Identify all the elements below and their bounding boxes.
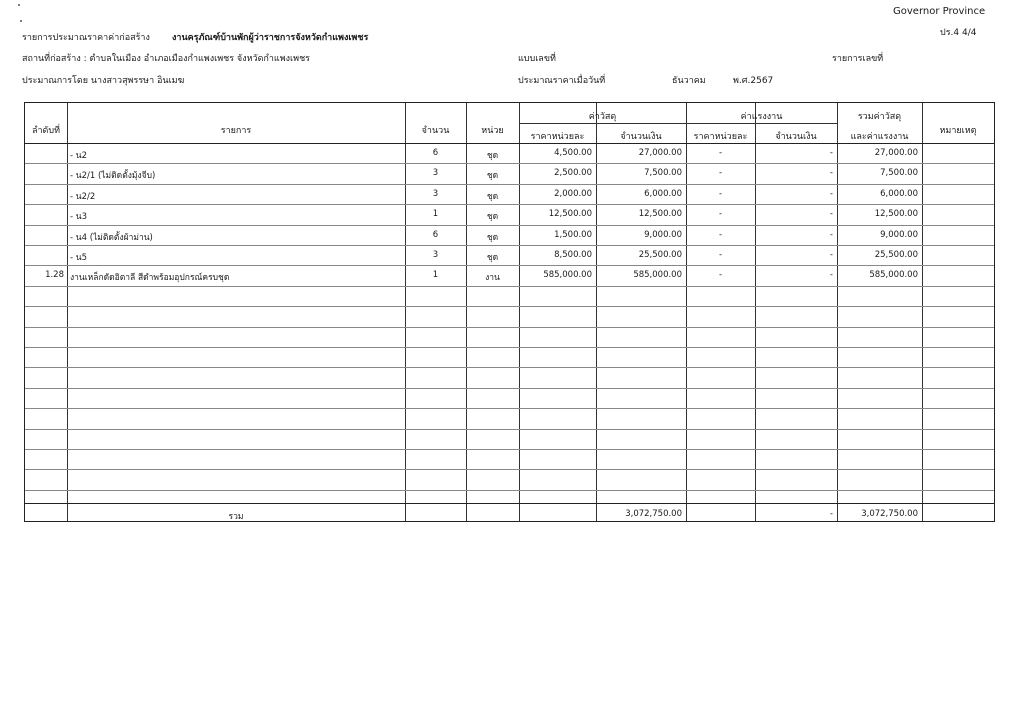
cell-unit: ชุด [486, 191, 499, 202]
cell-lab-amount: - [829, 229, 833, 240]
cell-mat-amount: 6,000.00 [644, 188, 682, 199]
cell-total: 27,000.00 [874, 148, 918, 158]
total-label: รวม [228, 512, 244, 522]
cell-qty: 6 [432, 229, 439, 240]
col-divider [67, 103, 68, 521]
estimate-month: ธันวาคม [672, 76, 706, 86]
col-divider [686, 103, 687, 521]
row-line [25, 245, 994, 246]
cell-mat-amount: 12,500.00 [638, 209, 682, 220]
col-divider [922, 103, 923, 521]
cell-lab-amount: - [829, 148, 833, 158]
header-remark: หมายเหตุ [939, 126, 977, 136]
header-unit: หน่วย [481, 126, 504, 136]
cell-lab-amount: - [829, 270, 833, 281]
province-label: Governor Province [893, 6, 986, 17]
cell-mat-amount: 27,000.00 [638, 148, 682, 158]
estimate-year: พ.ศ.2567 [733, 76, 774, 86]
cell-qty: 3 [432, 188, 439, 199]
cell-total: 12,500.00 [874, 209, 918, 220]
row-line [25, 388, 994, 389]
header-qty: จำนวน [421, 126, 450, 136]
cell-mat-price: 1,500.00 [554, 229, 592, 240]
cell-mat-amount: 7,500.00 [644, 168, 682, 179]
cell-mat-amount: 585,000.00 [633, 270, 682, 281]
cell-qty: 3 [432, 168, 439, 179]
item-number-label: รายการเลขที่ [832, 54, 884, 64]
cell-unit: ชุด [486, 232, 499, 243]
header-labor: ค่าแรงงาน [740, 112, 783, 122]
row-line [25, 184, 994, 185]
cell-item: - น2 [70, 151, 87, 161]
cell-total: 7,500.00 [880, 168, 918, 179]
cell-mat-price: 585,000.00 [543, 270, 592, 281]
cell-mat-amount: 25,500.00 [638, 250, 682, 260]
col-divider [596, 103, 597, 521]
header-labor-unit-price: ราคาหน่วยละ [693, 132, 748, 142]
cell-mat-price: 4,500.00 [554, 148, 592, 158]
col-divider [466, 103, 467, 521]
total-grand: 3,072,750.00 [861, 509, 918, 519]
document-title: งานครุภัณฑ์บ้านพักผู้ว่าราชการจังหวัดกำแพงเพชร [172, 33, 369, 43]
row-line [25, 490, 994, 491]
cell-qty: 6 [432, 148, 439, 158]
cell-no: 1.28 [45, 270, 64, 281]
cell-mat-amount: 9,000.00 [644, 229, 682, 240]
scan-speck [20, 20, 22, 22]
header-total-line2: และค่าแรงงาน [850, 132, 909, 142]
row-line [25, 429, 994, 430]
cell-item: งานเหล็กดัดอิตาลี สีดำพร้อมอุปกรณ์ครบชุด [70, 273, 230, 284]
row-line [25, 265, 994, 266]
header-bottom-line [25, 143, 994, 144]
header-label: รายการประมาณราคาค่าก่อสร้าง [22, 33, 150, 43]
location-text: สถานที่ก่อสร้าง : ตำบลในเมือง อำเภอเมืองกำแพงเพชร จังหวัดกำแพงเพชร [22, 54, 311, 64]
cell-qty: 3 [432, 250, 439, 260]
col-divider [519, 103, 520, 521]
estimator-text: ประมาณการโดย นางสาวสุพรรษา อินเมฆ [22, 76, 185, 86]
row-line [25, 204, 994, 205]
cell-total: 585,000.00 [869, 270, 918, 281]
cell-lab-price: - [718, 148, 723, 158]
cell-lab-price: - [718, 250, 723, 260]
cell-total: 25,500.00 [874, 250, 918, 260]
row-line [25, 347, 994, 348]
header-no: ลำดับที่ [31, 126, 61, 136]
header-total-line1: รวมค่าวัสดุ [857, 112, 902, 122]
header-material: ค่าวัสดุ [588, 112, 617, 122]
cell-lab-price: - [718, 188, 723, 199]
cell-lab-price: - [718, 270, 723, 281]
cell-unit: ชุด [486, 151, 499, 161]
cell-lab-price: - [718, 168, 723, 179]
row-line [25, 327, 994, 328]
row-line [25, 286, 994, 287]
cell-lab-price: - [718, 229, 723, 240]
cell-mat-price: 2,000.00 [554, 188, 592, 199]
header-subline [519, 123, 837, 124]
cell-lab-price: - [718, 209, 723, 220]
total-labor-amount: - [829, 509, 833, 519]
row-line [25, 163, 994, 164]
cell-unit: ชุด [486, 171, 499, 182]
row-line [25, 408, 994, 409]
cell-item: - น5 [70, 253, 87, 263]
cell-lab-amount: - [829, 209, 833, 220]
header-labor-amount: จำนวนเงิน [775, 132, 817, 142]
header-item: รายการ [220, 126, 252, 136]
col-divider [405, 103, 406, 521]
cell-qty: 1 [432, 270, 439, 281]
cell-mat-price: 12,500.00 [548, 209, 592, 220]
total-material-amount: 3,072,750.00 [625, 509, 682, 519]
col-divider [755, 103, 756, 521]
col-divider [837, 103, 838, 521]
cell-item: - น3 [70, 212, 87, 223]
cell-lab-amount: - [829, 188, 833, 199]
cell-item: - น2/2 [70, 191, 96, 202]
cell-total: 6,000.00 [880, 188, 918, 199]
cell-unit: ชุด [486, 212, 499, 223]
estimate-table [24, 102, 995, 522]
row-line [25, 367, 994, 368]
header-material-amount: จำนวนเงิน [620, 132, 662, 142]
cell-item: - น4 (ไม่ติดตั้งผ้าม่าน) [70, 232, 153, 243]
cell-lab-amount: - [829, 250, 833, 260]
header-material-unit-price: ราคาหน่วยละ [530, 132, 585, 142]
scan-speck [18, 4, 20, 6]
cell-total: 9,000.00 [880, 229, 918, 240]
cell-unit: งาน [485, 273, 500, 284]
cell-qty: 1 [432, 209, 439, 220]
total-row-line [25, 503, 994, 504]
row-line [25, 449, 994, 450]
plan-number-label: แบบเลขที่ [518, 54, 556, 64]
cell-mat-price: 2,500.00 [554, 168, 592, 179]
row-line [25, 225, 994, 226]
row-line [25, 306, 994, 307]
cell-unit: ชุด [486, 253, 499, 263]
cell-mat-price: 8,500.00 [554, 250, 592, 260]
estimate-date-label: ประมาณราคาเมื่อวันที่ [518, 76, 606, 86]
row-line [25, 469, 994, 470]
page-number: ปร.4 4/4 [940, 28, 977, 38]
cell-lab-amount: - [829, 168, 833, 179]
cell-item: - น2/1 (ไม่ติดตั้งมุ้งจีบ) [70, 171, 156, 182]
